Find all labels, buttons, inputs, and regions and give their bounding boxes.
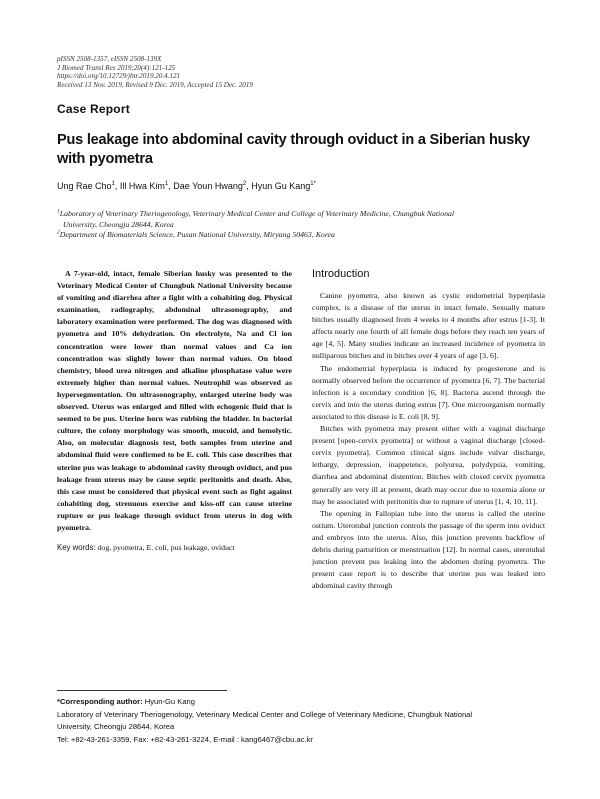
footnote-address-line2: University, Cheongju 28644, Korea [57, 722, 175, 732]
author-name: Dae Youn Hwang [173, 181, 243, 191]
affiliation-mark: 1 [57, 208, 60, 215]
keywords-text: dog, pyometra, E. coli, pus leakage, oviduct [97, 543, 235, 553]
intro-paragraph: Bitches with pyometra may present either with a vaginal discharge present [open-cervix pyometra] or without a vaginal discharge [closed-cervix pyometra]. Common clinical signs include vulvar discharge, lethargy, depression, inappetence, polyurea, polydypsia, vomiting, diarrhea and abdominal distention. Bitches with closed cervix pyometra generally are very ill at present, death may occur due to toxemia alone or may be associated with peritonitis due to rupture of uterus [1, 4, 10, 11]. [312, 424, 545, 506]
author-affiliation-mark: 1 [111, 181, 115, 187]
intro-paragraph: The endometrial hyperplasia is induced by progesterone and is normally observed before the occurrence of pyometra [6, 7]. The bacterial infection is a secondary condition [6, 8]. Bacteria ascend through the cervix and into the uterus during estrus [7]. One microorganism normally associated to this disease is E. coli [8, 9]. [312, 363, 545, 421]
affiliation-item [57, 209, 547, 230]
abstract-text: A 7-year-old, intact, female Siberian husky was presented to the Veterinary Medical Center of Chungbuk National University because of vomiting and diarrhea after a fight with a cohabiting dog. Physical examination, radiography, abdominal ultrasonography, and laboratory examination were performed. The dog was diagnosed with pyometra and 10% dehydration. On electrolyte, Na and Cl ion concentration were lower than normal values and Ca ion concentration was slightly lower than normal values. On blood chemistry, blood urea nitrogen and alkaline phosphatase value were extremely higher than normal values. Neutrophil was observed as hypersegmentation. On ultrasonography, enlarged uterine body was observed. Uterus was enlarged and filled with echogenic fluid that is seemed to be pus. Uterine horn was rubbing the bladder. In bacterial culture, the colony morphology was smooth, mucoid, and hemolytic. Also, on molecular diagnosis test, both samples from uterine and abdominal fluid were confirmed to be E. coli. This case describes that uterine pus was leakage to abdominal cavity through oviduct, and pus leakage from uterus may be cause septic peritonitis and death. Also, this case must be considered that physical event such as fight against cohabiting dog, strenuous exercise and kiss-off can cause uterine rupture or pus leakage through oviduct from uterus in dog with pyometra. [57, 269, 292, 532]
corresponding-author-footnote [57, 696, 557, 746]
journal-header [57, 55, 357, 89]
affiliation-line: Laboratory of Veterinary Theriogenology, Veterinary Medical Center and College of Veterinary Medicine, Chungbuk National [59, 209, 455, 218]
author-affiliation-mark: 2 [242, 181, 247, 187]
section-label: Case Report [57, 102, 130, 116]
affiliation-item [57, 230, 547, 241]
corresponding-author-name: Hyun-Gu Kang [144, 697, 195, 706]
intro-paragraph: Canine pyometra, also known as cystic endometrial hyperplasia complex, is a disease of the uterus in intact female. Sexually mature bitches usually diagnosed from 4 weeks to 4 months after estrus [1-3]. It affects nearly one fourth of all female dogs before they reach ten years of age [4, 5]. Many studies indicate an increased incidence of pyometra in nulliparous bitches and in bitches over 4 years of age [3, 6]. [312, 291, 545, 361]
footnote-head [57, 696, 557, 709]
affiliation-mark: 2 [57, 229, 60, 236]
intro-paragraph: The opening in Fallopian tube into the uterus is called the uterine ostium. Uterotubal junction controls the passage of the sperm into oviduct and embryos into the uterus. Also, this junction prevents backflow of debris during parturition or menstruation [12]. In normal cases, uterotubal junction prevent pus leaking into the abdomen during pyometra. The present case report is to describe that uterine pus was leaked into abdominal cavity through [312, 508, 545, 591]
keywords-line [57, 542, 292, 554]
author-name: Ill Hwa Kim [119, 181, 165, 191]
author-affiliation-mark: 1 [164, 181, 169, 187]
footnote-label: *Corresponding author: [57, 697, 143, 706]
issn-line: pISSN 2508-1357, eISSN 2508-139X [57, 55, 162, 63]
abstract [57, 268, 292, 554]
article-title: Pus leakage into abdominal cavity through oviduct in a Siberian husky with pyometra [57, 132, 530, 167]
author-name: Ung Rae Cho [57, 181, 112, 191]
introduction-heading: Introduction [312, 268, 370, 280]
author-name: Hyun Gu Kang [251, 181, 311, 191]
doi-link[interactable]: https://doi.org/10.12729/jbtr.2019.20.4.121 [57, 72, 181, 81]
affiliation-line: Department of Biomaterials Science, Pusan National University, Miryang 50463, Korea [59, 230, 335, 240]
dates-line: Received 13 Nov. 2019, Revised 9 Dec. 2019, Accepted 15 Dec. 2019 [57, 80, 253, 89]
author-affiliation-mark: 1* [310, 181, 316, 187]
footnote-divider [57, 690, 227, 691]
footnote-address-line1: Laboratory of Veterinary Theriogenology, Veterinary Medical Center and College of Veterinary Medicine, Chungbuk National [57, 709, 473, 719]
affiliations [57, 209, 547, 241]
keywords-label: Key words: [57, 543, 96, 553]
journal-citation: J Biomed Transl Res 2019;20(4):121-125 [57, 63, 176, 72]
introduction-body [312, 290, 545, 592]
footnote-contact: Tel: +82-43-261-3359, Fax: +82-43-261-3224, E-mail : kang6467@cbu.ac.kr [57, 734, 313, 744]
author-list: Ung Rae Cho$^1$, Ill Hwa Kim$^1$, Dae Youn Hwang$^2$, Hyun Gu Kang$^{1*}$ [57, 181, 316, 191]
affiliation-line-continued: University, Cheongju 28644, Korea [63, 219, 174, 229]
